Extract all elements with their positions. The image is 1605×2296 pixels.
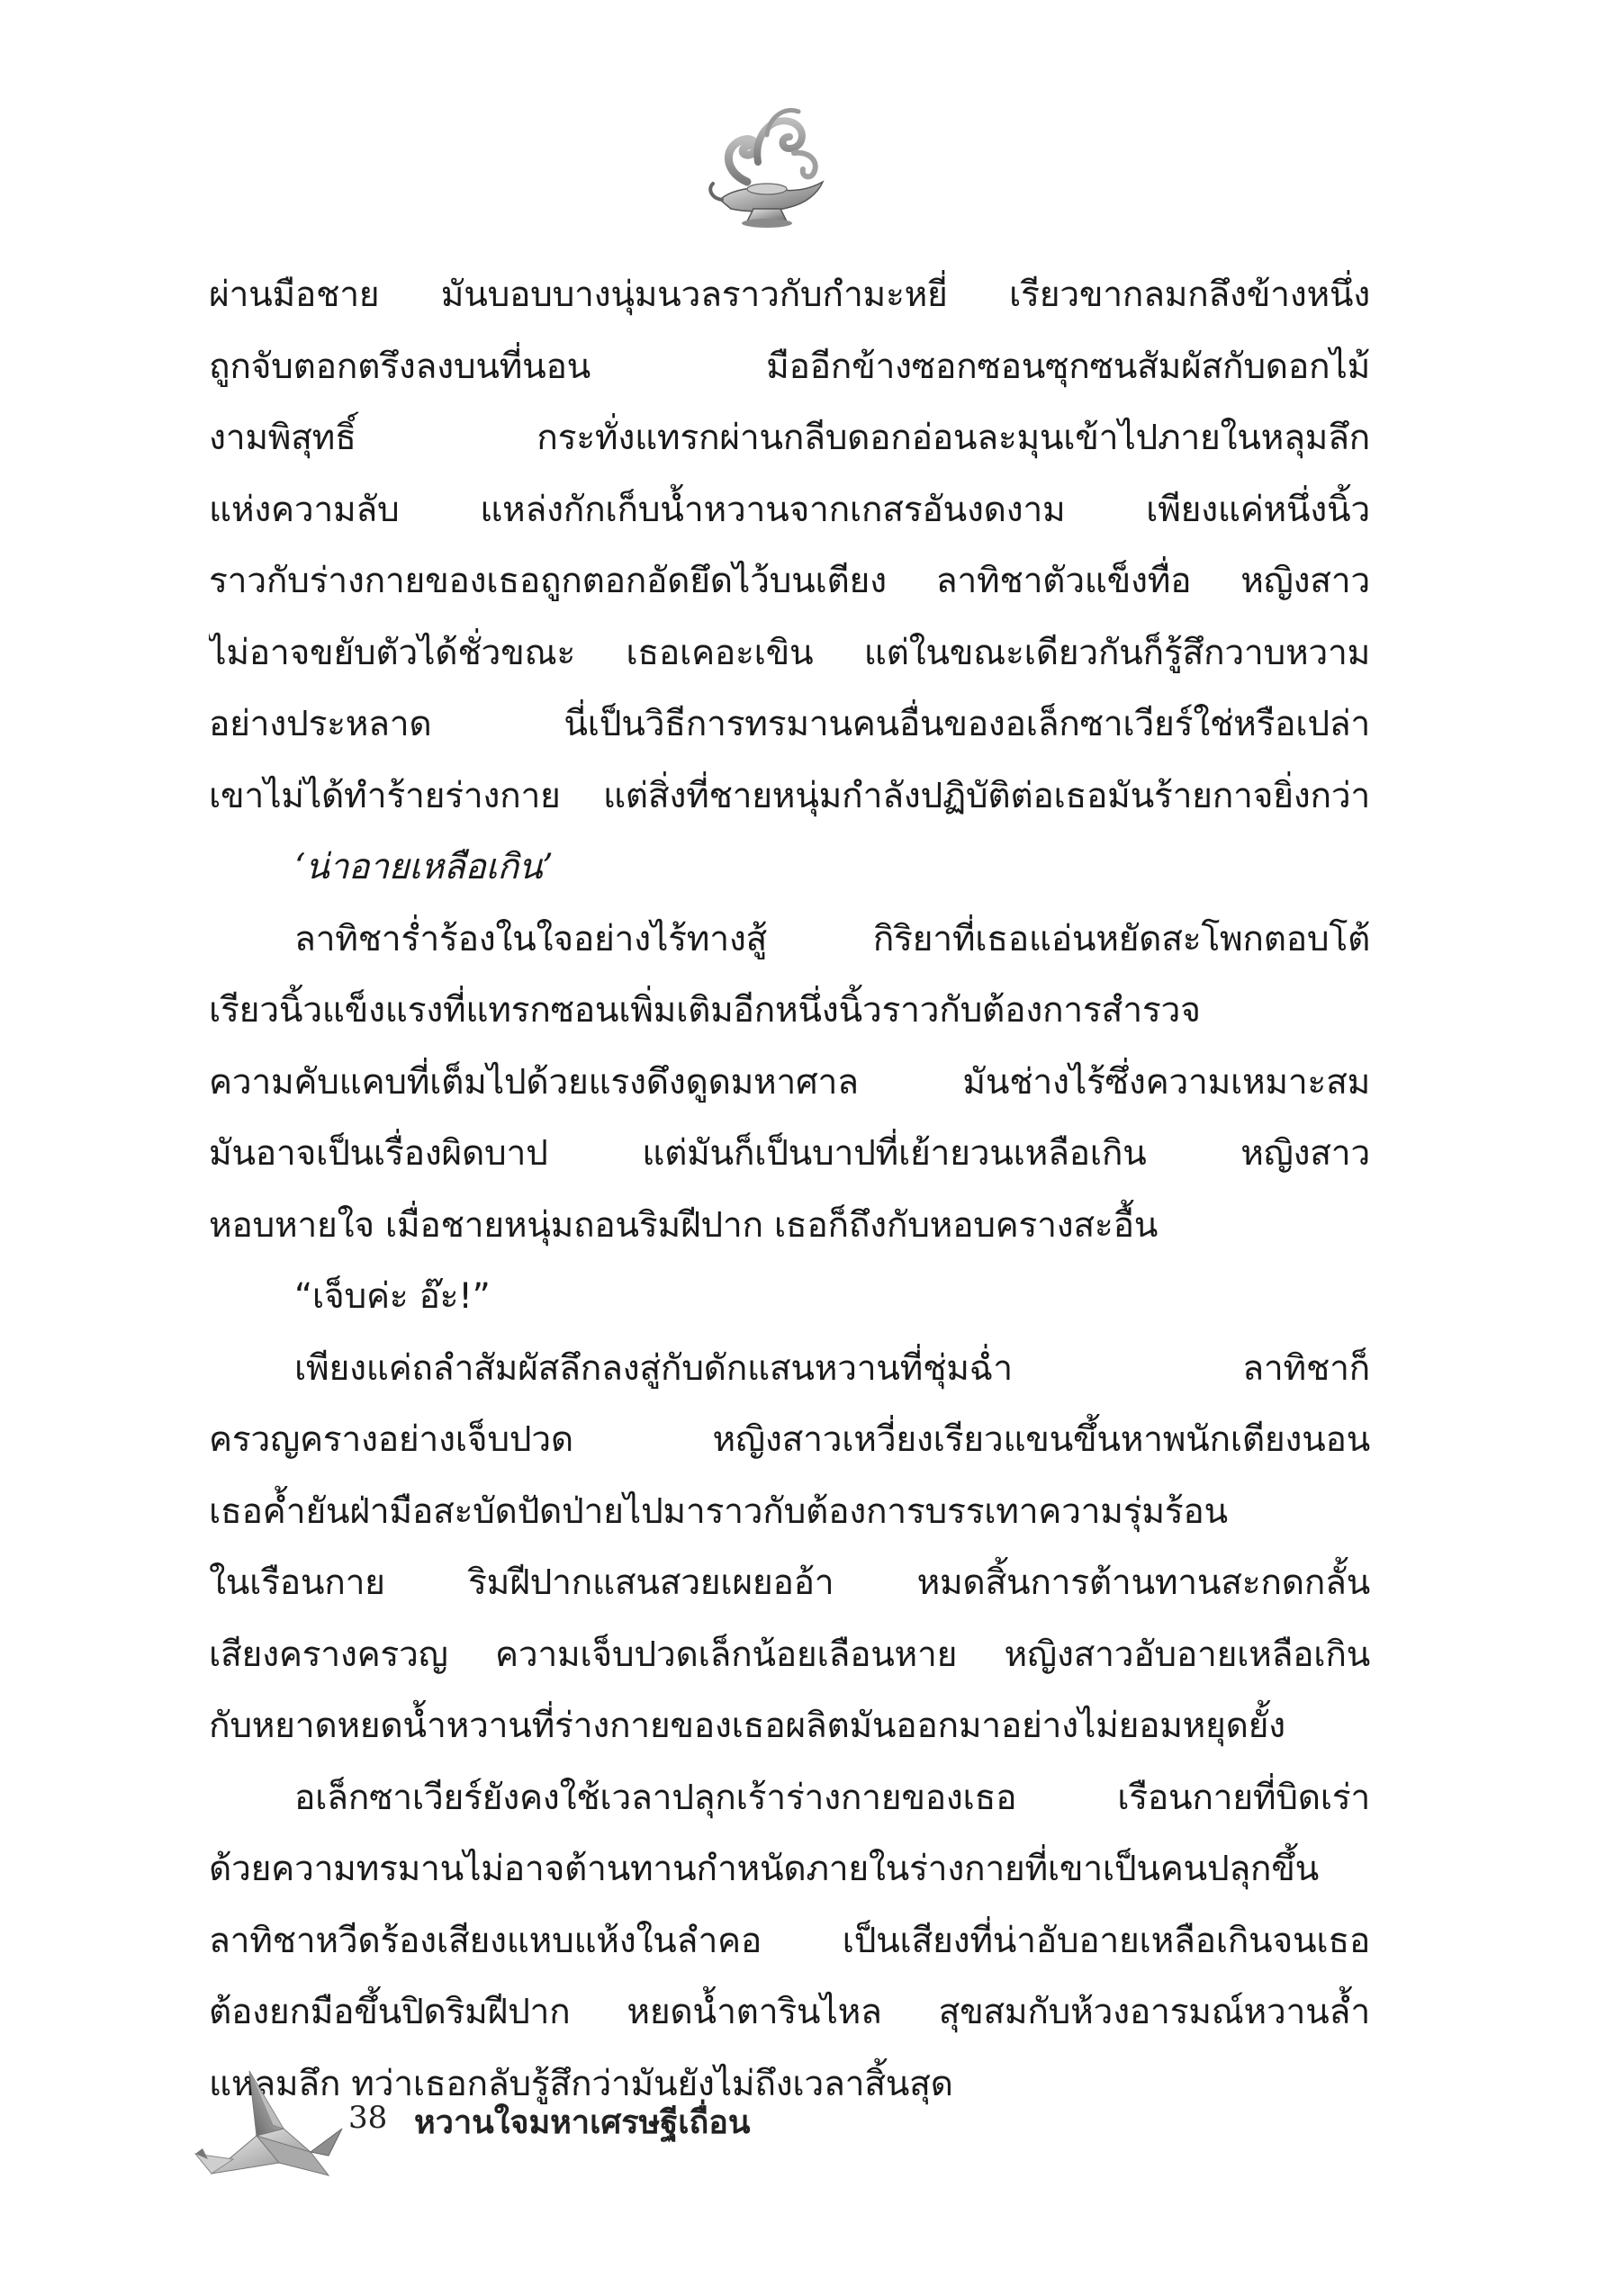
book-title: หวานใจมหาเศรษฐีเถื่อน — [414, 2104, 751, 2141]
text-line: ครวญครางอย่างเจ็บปวด หญิงสาวเหวี่ยงเรียวแขนขึ้นหาพนักเตียงนอน — [209, 1419, 1370, 1460]
text-line: หอบหายใจ เมื่อชายหนุ่มถอนริมฝีปาก เธอก็ถึงกับหอบครางสะอื้น — [209, 1204, 1159, 1246]
text-line: ในเรือนกาย ริมฝีปากแสนสวยเผยออ้า หมดสิ้นการต้านทานสะกดกลั้น — [209, 1562, 1370, 1603]
dialogue-line: “เจ็บค่ะ อ๊ะ!” — [294, 1276, 491, 1317]
text-line: ลาทิชาหวีดร้องเสียงแหบแห้งในลำคอ เป็นเสียงที่น่าอับอายเหลือเกินจนเธอ — [209, 1920, 1370, 1961]
text-line: ไม่อาจขยับตัวได้ชั่วขณะ เธอเคอะเขิน แต่ในขณะเดียวกันก็รู้สึกวาบหวาม — [209, 632, 1370, 673]
text-line: ผ่านมือชาย มันบอบบางนุ่มนวลราวกับกำมะหยี่ เรียวขากลมกลึงข้างหนึ่ง — [209, 275, 1370, 315]
text-line: ราวกับร่างกายของเธอถูกตอกอัดยึดไว้บนเตียง ลาทิชาตัวแข็งทื่อ หญิงสาว — [209, 561, 1370, 601]
text-line: เสียงครางครวญ ความเจ็บปวดเล็กน้อยเลือนหาย หญิงสาวอับอายเหลือเกิน — [209, 1634, 1370, 1675]
text-line: ด้วยความทรมานไม่อาจต้านทานกำหนัดภายในร่างกายที่เขาเป็นคนปลุกขึ้น — [209, 1849, 1319, 1889]
text-line: กับหยาดหยดน้ำหวานที่ร่างกายของเธอผลิตมันออกมาอย่างไม่ยอมหยุดยั้ง — [209, 1706, 1285, 1746]
text-line: เธอค้ำยันฝ่ามือสะบัดปัดป่ายไปมาราวกับต้องการบรรเทาความรุ่มร้อน — [209, 1490, 1228, 1532]
paper-crane-icon — [194, 2066, 356, 2192]
text-line: ความคับแคบที่เต็มไปด้วยแรงดึงดูดมหาศาล มันช่างไร้ซึ่งความเหมาะสม — [209, 1061, 1370, 1103]
text-line: อย่างประหลาด นี่เป็นวิธีการทรมานคนอื่นของอเล็กซาเวียร์ใช่หรือเปล่า — [209, 704, 1370, 744]
body-text — [209, 259, 1370, 2120]
text-line: ต้องยกมือขึ้นปิดริมฝีปาก หยดน้ำตารินไหล สุขสมกับห้วงอารมณ์หวานล้ำ — [209, 1992, 1370, 2032]
text-line: เรียวนิ้วแข็งแรงที่แทรกซอนเพิ่มเติมอีกหนึ่งนิ้วราวกับต้องการสำรวจ — [209, 990, 1201, 1031]
text-line: มันอาจเป็นเรื่องผิดบาป แต่มันก็เป็นบาปที่เย้ายวนเหลือเกิน หญิงสาว — [209, 1133, 1370, 1174]
text-line: เพียงแค่ถลำสัมผัสลึกลงสู่กับดักแสนหวานที่ชุ่มฉ่ำ ลาทิชาก็ — [294, 1347, 1370, 1389]
italic-thought-line: ‘น่าอายเหลือเกิน’ — [294, 847, 554, 887]
lamp-smoke-icon — [704, 99, 830, 234]
text-line: อเล็กซาเวียร์ยังคงใช้เวลาปลุกเร้าร่างกายของเธอ เรือนกายที่บิดเร่า — [294, 1777, 1370, 1818]
page-number: 38 — [348, 2100, 388, 2136]
text-line: เขาไม่ได้ทำร้ายร่างกาย แต่สิ่งที่ชายหนุ่มกำลังปฏิบัติต่อเธอมันร้ายกาจยิ่งกว่า — [209, 775, 1370, 816]
page-footer — [194, 2066, 824, 2192]
text-line: งามพิสุทธิ์ กระทั่งแทรกผ่านกลีบดอกอ่อนละมุนเข้าไปภายในหลุมลึก — [209, 418, 1370, 458]
text-line: ถูกจับตอกตรึงลงบนที่นอน มืออีกข้างซอกซอนซุกซนสัมผัสกับดอกไม้ — [209, 346, 1370, 387]
text-line: แหลมลึก ทว่าเธอกลับรู้สึกว่ามันยังไม่ถึงเวลาสิ้นสุด — [209, 2063, 953, 2104]
text-line: แห่งความลับ แหล่งกักเก็บน้ำหวานจากเกสรอันงดงาม เพียงแค่หนึ่งนิ้ว — [209, 489, 1370, 530]
text-line: ลาทิชาร่ำร้องในใจอย่างไร้ทางสู้ กิริยาที่เธอแอ่นหยัดสะโพกตอบโต้ — [294, 918, 1370, 959]
